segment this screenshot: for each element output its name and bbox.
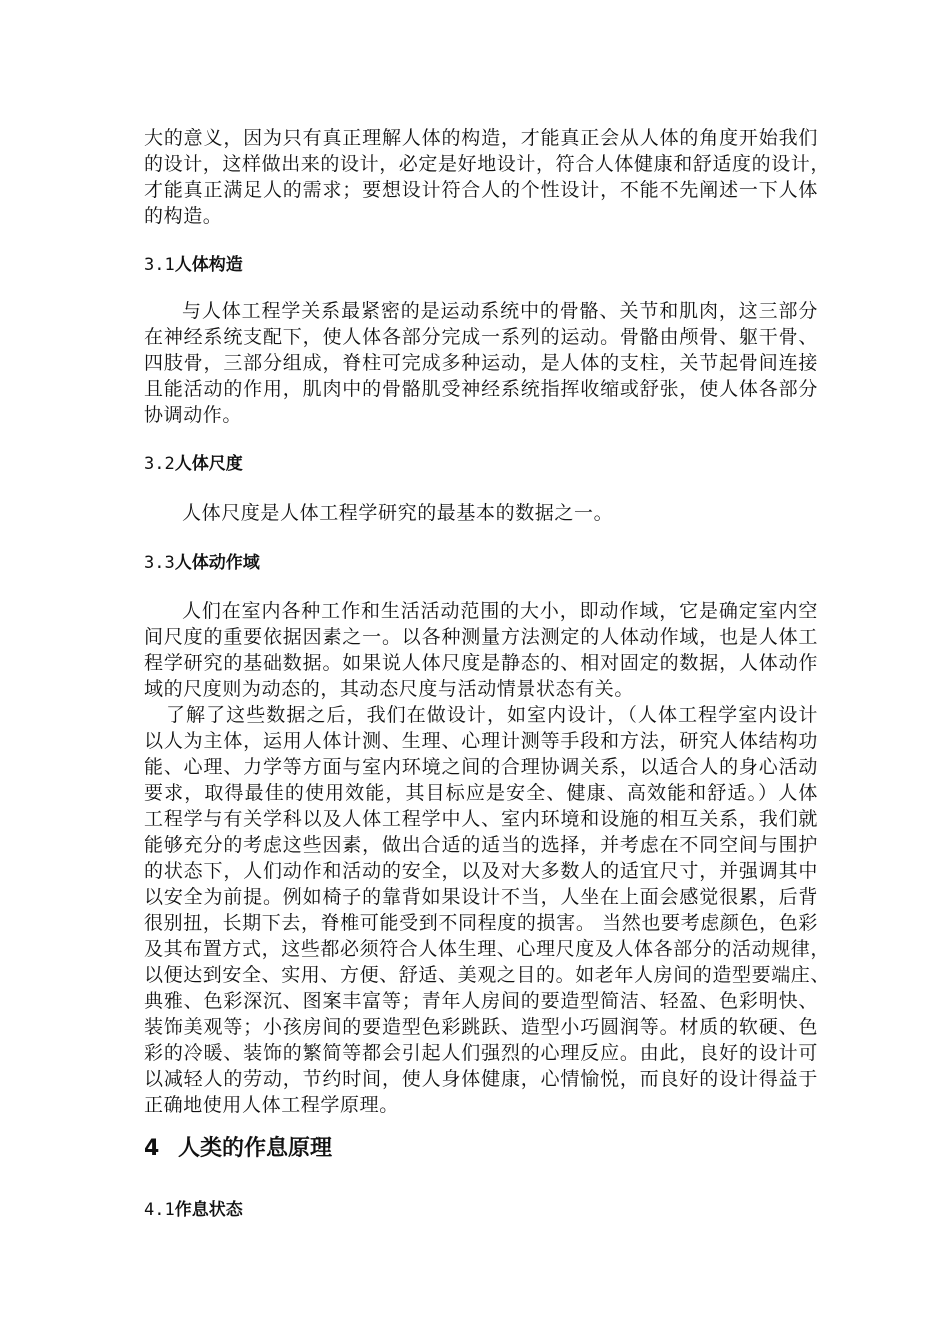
section-title: 人体动作域	[174, 553, 260, 573]
sec32-line-1: 人体尺度是人体工程学研究的最基本的数据之一。	[182, 502, 614, 524]
sec33-p2-line-16: 正确地使用人体工程学原理。	[144, 1094, 399, 1116]
section-title: 人类的作息原理	[178, 1136, 333, 1161]
sec33-p2-line-7: 的状态下，人们动作和活动的安全，以及对大多数人的适宜尺寸，并强调其中	[144, 860, 818, 882]
sec31-line-5: 协调动作。	[144, 404, 243, 426]
sec31-line-3: 四肢骨，三部分组成，脊柱可完成多种运动，是人体的支柱，关节起骨间连接	[144, 352, 818, 374]
sec33-p2-line-12: 典雅、色彩深沉、图案丰富等；青年人房间的要造型简洁、轻盈、色彩明快、	[144, 990, 818, 1012]
sec33-p2-line-3: 能、心理、力学等方面与室内环境之间的合理协调关系，以适合人的身心活动	[144, 756, 818, 778]
section-3-2-heading	[144, 452, 243, 476]
section-number: 3.3	[144, 553, 175, 573]
section-4-heading	[144, 1134, 332, 1164]
sec31-line-4: 且能活动的作用，肌肉中的骨骼肌受神经系统指挥收缩或舒张，使人体各部分	[144, 378, 818, 400]
sec31-line-1: 与人体工程学关系最紧密的是运动系统中的骨骼、关节和肌肉，这三部分	[182, 300, 818, 322]
intro-line-4: 的构造。	[144, 205, 223, 227]
section-number: 4	[144, 1136, 160, 1161]
section-title: 作息状态	[174, 1200, 243, 1220]
sec33-p2-line-14: 彩的冷暖、装饰的繁简等都会引起人们强烈的心理反应。由此，良好的设计可	[144, 1042, 818, 1064]
intro-line-2: 的设计，这样做出来的设计，必定是好地设计，符合人体健康和舒适度的设计，	[144, 153, 831, 175]
sec33-p2-line-1: 了解了这些数据之后，我们在做设计，如室内设计，（人体工程学室内设计	[166, 704, 818, 726]
sec33-line-1: 人们在室内各种工作和生活活动范围的大小，即动作域，它是确定室内空	[182, 600, 818, 622]
sec33-p2-line-6: 能够充分的考虑这些因素，做出合适的适当的选择，并考虑在不同空间与围护	[144, 834, 818, 856]
sec33-p2-line-2: 以人为主体，运用人体计测、生理、心理计测等手段和方法，研究人体结构功	[144, 730, 818, 752]
section-title: 人体尺度	[174, 454, 243, 474]
sec31-line-2: 在神经系统支配下，使人体各部分完成一系列的运动。骨骼由颅骨、躯干骨、	[144, 326, 818, 348]
sec33-p2-line-8: 以安全为前提。例如椅子的靠背如果设计不当，人坐在上面会感觉很累，后背	[144, 886, 818, 908]
sec33-p2-line-4: 要求，取得最佳的使用效能，其目标应是安全、健康、高效能和舒适。）人体	[144, 782, 818, 804]
sec33-p2-line-15: 以减轻人的劳动，节约时间，使人身体健康，心情愉悦，而良好的设计得益于	[144, 1068, 818, 1090]
intro-line-1: 大的意义，因为只有真正理解人体的构造，才能真正会从人体的角度开始我们	[144, 127, 818, 149]
section-number: 3.2	[144, 454, 175, 474]
section-number: 4.1	[144, 1200, 175, 1220]
sec33-p2-line-11: 以便达到安全、实用、方便、舒适、美观之目的。如老年人房间的造型要端庄、	[144, 964, 831, 986]
sec33-line-3: 程学研究的基础数据。如果说人体尺度是静态的、相对固定的数据，人体动作	[144, 652, 818, 674]
section-number: 3.1	[144, 255, 175, 275]
section-3-1-heading	[144, 253, 243, 277]
sec33-p2-line-5: 工程学与有关学科以及人体工程学中人、室内环境和设施的相互关系，我们就	[144, 808, 818, 830]
section-3-3-heading	[144, 551, 260, 575]
section-4-1-heading	[144, 1198, 243, 1222]
sec33-p2-line-13: 装饰美观等；小孩房间的要造型色彩跳跃、造型小巧圆润等。材质的软硬、色	[144, 1016, 818, 1038]
sec33-line-4: 域的尺度则为动态的，其动态尺度与活动情景状态有关。	[144, 678, 635, 700]
sec33-line-2: 间尺度的重要依据因素之一。以各种测量方法测定的人体动作域，也是人体工	[144, 626, 818, 648]
intro-line-3: 才能真正满足人的需求；要想设计符合人的个性设计，不能不先阐述一下人体	[144, 179, 818, 201]
section-title: 人体构造	[174, 255, 243, 275]
sec33-p2-line-9: 很别扭，长期下去，脊椎可能受到不同程度的损害。 当然也要考虑颜色，色彩	[144, 912, 818, 934]
sec33-p2-line-10: 及其布置方式，这些都必须符合人体生理、心理尺度及人体各部分的活动规律，	[144, 938, 831, 960]
